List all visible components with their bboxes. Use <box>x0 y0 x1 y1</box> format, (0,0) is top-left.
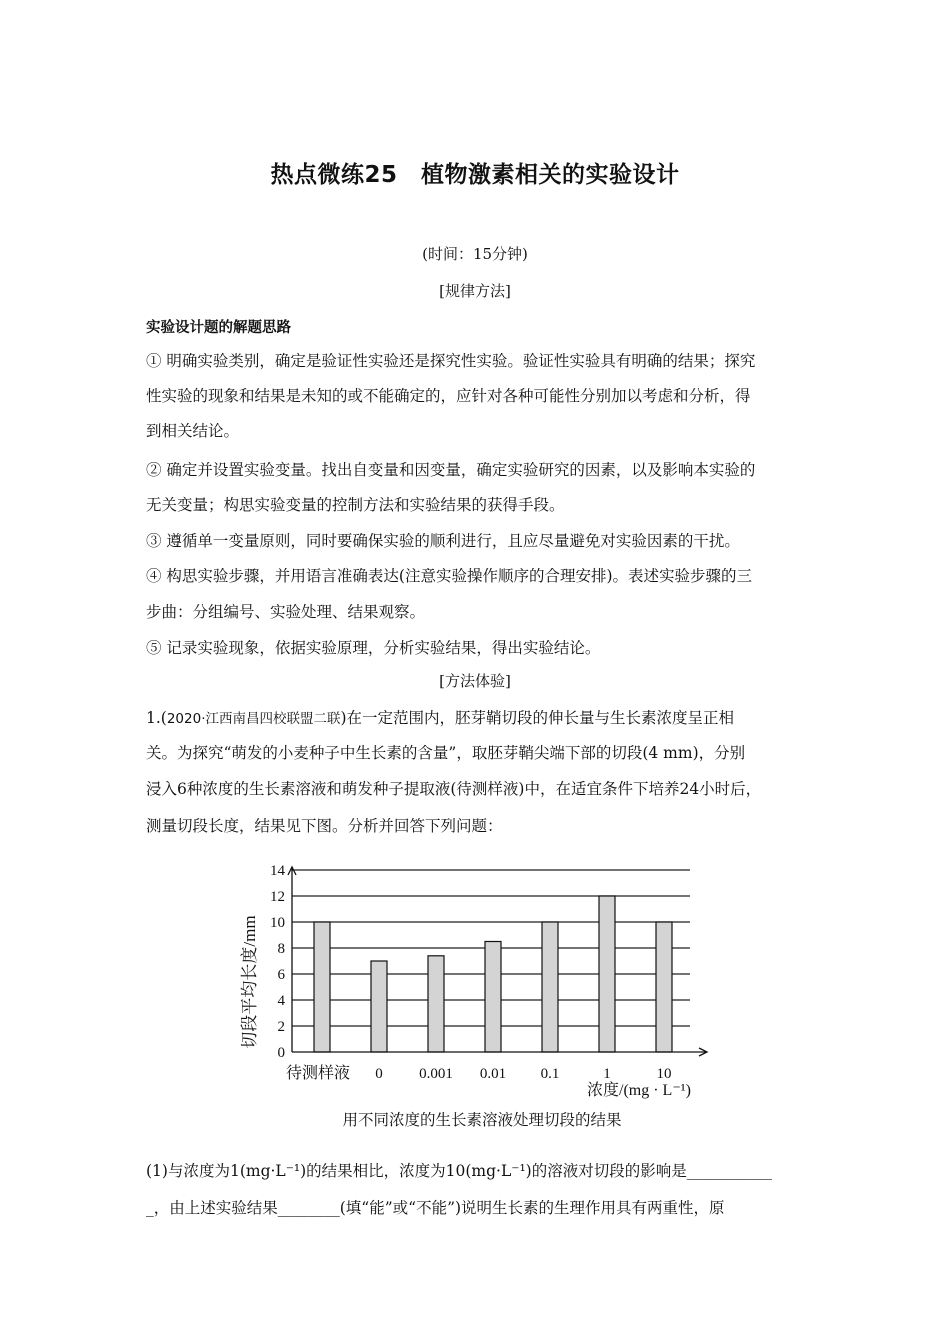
rules-line: ④ 构思实验步骤，并用语言准确表达(注意实验操作顺序的合理安排)。表述实验步骤的三 <box>146 567 753 585</box>
bar <box>656 922 672 1052</box>
y-tick-label: 4 <box>277 993 285 1009</box>
rules-heading: 实验设计题的解题思路 <box>146 320 291 336</box>
bar-chart <box>228 845 728 1135</box>
subquestion-1-line-2: _，由上述实验结果________(填“能”或“不能”)说明生长素的生理作用具有两重性，原 <box>146 1199 725 1217</box>
y-tick-label: 10 <box>270 915 285 931</box>
rules-line: 性实验的现象和结果是未知的或不能确定的，应针对各种可能性分别加以考虑和分析，得 <box>146 387 751 405</box>
x-tick-label: 0.001 <box>419 1066 453 1082</box>
question-1-line-2: 关。为探究“萌发的小麦种子中生长素的含量”，取胚芽鞘尖端下部的切段(4 mm)，分别 <box>146 744 746 762</box>
x-tick-label: 0.01 <box>479 1066 507 1082</box>
question-source: 2020·江西南昌四校联盟二联 <box>166 711 341 727</box>
rules-line: 到相关结论。 <box>146 422 240 440</box>
y-tick-label: 14 <box>270 863 285 879</box>
x-axis-label: 浓度/(mg · L⁻¹) <box>587 1082 691 1099</box>
y-tick-label: 6 <box>277 967 285 983</box>
x-tick-label: 10 <box>656 1066 672 1082</box>
y-tick-label: 2 <box>277 1019 285 1035</box>
question-text: )在一定范围内，胚芽鞘切段的伸长量与生长素浓度呈正相 <box>340 709 735 727</box>
x-tick-label: 0.1 <box>540 1066 560 1082</box>
question-1-line-1 <box>146 706 734 728</box>
bar <box>599 896 615 1052</box>
rules-line: ① 明确实验类别，确定是验证性实验还是探究性实验。验证性实验具有明确的结果；探究 <box>146 352 756 370</box>
subquestion-1-line-1: (1)与浓度为1(mg·L⁻¹)的结果相比，浓度为10(mg·L⁻¹)的溶液对切段的影响是___________ <box>146 1162 772 1180</box>
question-number: 1.( <box>146 709 167 727</box>
y-tick-label: 12 <box>270 889 285 905</box>
bar <box>485 942 501 1053</box>
rules-line: ② 确定并设置实验变量。找出自变量和因变量，确定实验研究的因素，以及影响本实验的 <box>146 461 756 479</box>
x-tick-label: 0 <box>375 1066 383 1082</box>
question-1-line-4: 测量切段长度，结果见下图。分析并回答下列问题： <box>146 817 503 835</box>
y-tick-label: 0 <box>277 1045 285 1061</box>
y-tick-label: 8 <box>277 941 285 957</box>
bar <box>428 956 444 1052</box>
rules-line: ③ 遵循单一变量原则，同时要确保实验的顺利进行，且应尽量避免对实验因素的干扰。 <box>146 532 740 550</box>
section-rules-heading: [规律方法] <box>439 282 511 300</box>
time-note: (时间：15分钟) <box>422 245 528 263</box>
bar <box>314 922 330 1052</box>
section-practice-heading: [方法体验] <box>439 672 511 690</box>
chart-caption: 用不同浓度的生长素溶液处理切段的结果 <box>342 1111 622 1129</box>
question-1-line-3: 浸入6种浓度的生长素溶液和萌发种子提取液(待测样液)中，在适宜条件下培养24小时后， <box>146 780 762 798</box>
rules-line: 步曲：分组编号、实验处理、结果观察。 <box>146 603 426 621</box>
rules-line: 无关变量；构思实验变量的控制方法和实验结果的获得手段。 <box>146 496 565 514</box>
x-tick-label: 1 <box>603 1066 611 1082</box>
bar <box>542 922 558 1052</box>
rules-line: ⑤ 记录实验现象，依据实验原理，分析实验结果，得出实验结论。 <box>146 639 601 657</box>
page-title: 热点微练25 植物激素相关的实验设计 <box>270 162 680 188</box>
bar <box>371 961 387 1052</box>
x-tick-label: 待测样液 <box>285 1063 351 1082</box>
y-axis-label: 切段平均长度/mm <box>240 915 259 1049</box>
